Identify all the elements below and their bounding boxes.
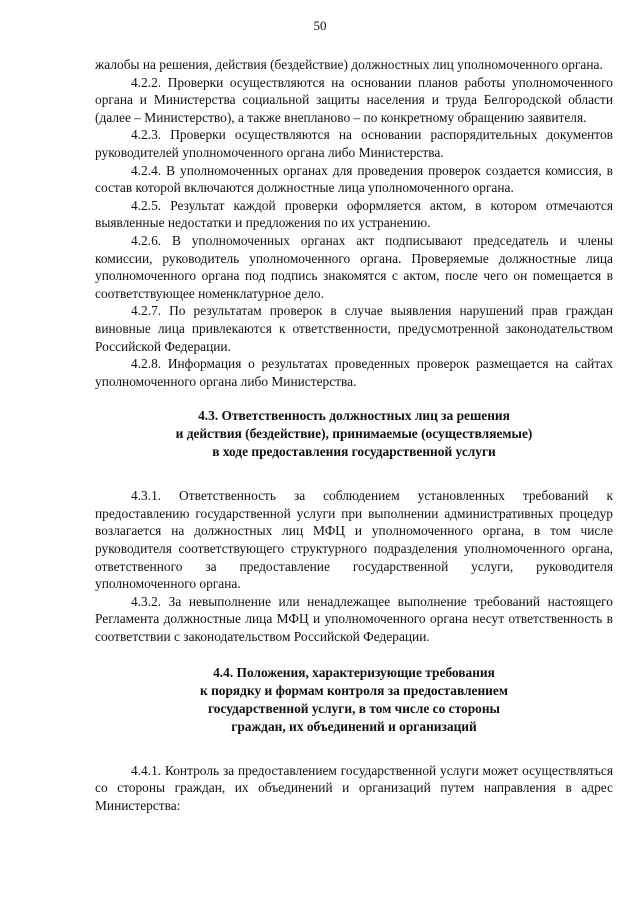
heading-line: и действия (бездействие), принимаемые (осуществляемые) [175,426,533,442]
section-4-3-heading [95,407,613,461]
heading-line: государственной услуги, в том числе со стороны [207,700,501,716]
paragraph-4-3-2: 4.3.2. За невыполнение или ненадлежащее выполнение требований настоящего Регламента должностные лица МФЦ и уполномоченного органа несут ответственность в соответствии с законодательством Российской Федерации. [95,593,613,645]
paragraph-4-4-1: 4.4.1. Контроль за предоставлением государственной услуги может осуществляться со стороны граждан, их объединений и организаций путем направления в адрес Министерства: [95,762,613,813]
paragraph-4-2-4: 4.2.4. В уполномоченных органах для проведения проверок создается комиссия, в состав которой включаются должностные лица уполномоченного органа. [95,162,613,196]
paragraph-4-2-8: 4.2.8. Информация о результатах проведенных проверок размещается на сайтах уполномоченного органа либо Министерства. [95,356,613,389]
heading-line: в ходе предоставления государственной услуги [212,444,496,460]
heading-line: 4.4. Положения, характеризующие требования [213,664,495,680]
heading-line: 4.3. Ответственность должностных лиц за решения [198,408,510,424]
paragraph-continuation: жалобы на решения, действия (бездействие) должностных лиц уполномоченного органа. [95,57,603,72]
document-body [95,56,613,814]
paragraph-4-2-5: 4.2.5. Результат каждой проверки оформляется актом, в котором отмечаются выявленные недостатки и предложения по их устранению. [95,197,613,231]
paragraph-4-2-6: 4.2.6. В уполномоченных органах акт подписывают председатель и члены комиссии, руководитель уполномоченного органа. Проверяемые должностные лица уполномоченного органа под подпись знакомятся с актом, после чего он помещается в соответствующее номенклатурное дело. [95,232,613,301]
paragraph-4-2-7: 4.2.7. По результатам проверок в случае выявления нарушений прав граждан виновные лица привлекаются к ответственности, предусмотренной законодательством Российской Федерации. [95,303,613,354]
section-4-4-heading [95,664,613,736]
page-number: 50 [313,18,327,33]
paragraph-4-2-3: 4.2.3. Проверки осуществляются на основании распорядительных документов руководителей уполномоченного органа либо Министерства. [95,127,613,160]
heading-line: граждан, их объединений и организаций [231,718,477,734]
heading-line: к порядку и формам контроля за предоставлением [200,682,508,698]
paragraph-4-2-2: 4.2.2. Проверки осуществляются на основании планов работы уполномоченного органа и Министерства социальной защиты населения и труда Белгородской области (далее – Министерство), а также внепланово – по конкретному обращению заявителя. [95,74,613,125]
paragraph-4-3-1: 4.3.1. Ответственность за соблюдением установленных требований к предоставлению государственной услуги при выполнении административных процедур возлагается на должностных лиц МФЦ и уполномоченного органа, в том числе руководителя соответствующего структурного подразделения уполномоченного органа, ответственного за предоставление государственной услуги, руководителя уполномоченного органа. [95,488,613,592]
